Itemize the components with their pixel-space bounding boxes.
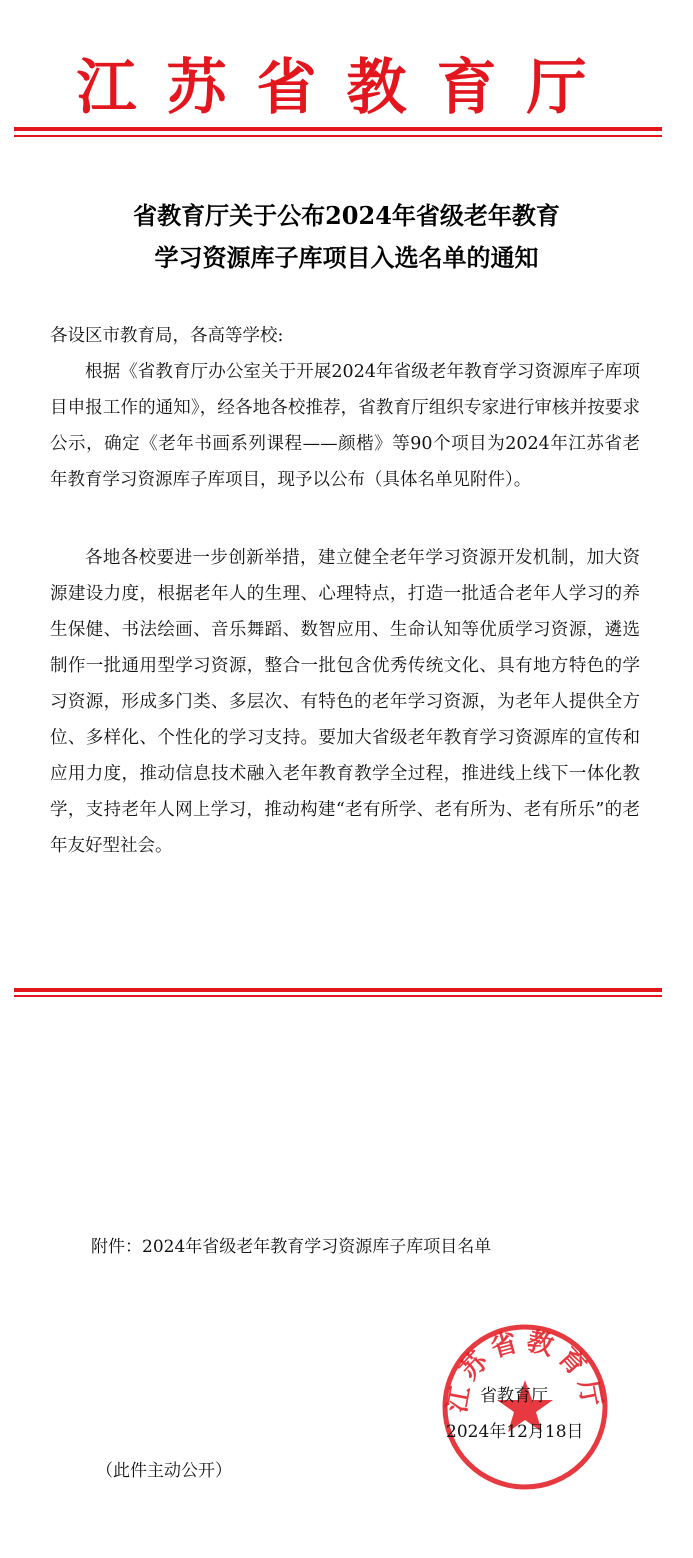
issue-date: 2024年12月18日: [446, 1422, 584, 1442]
disclosure-note: （此件主动公开）: [96, 1461, 232, 1481]
footer-rule-thick: [14, 988, 662, 992]
footer-rule-thin: [14, 995, 662, 997]
document-title-line2: 学习资源库子库项目入选名单的通知: [154, 243, 539, 272]
header-rule-thin: [14, 135, 662, 137]
body-paragraph-1: 根据《省教育厅办公室关于开展2024年省级老年教育学习资源库子库项目申报工作的通知》，经各地各校推荐，省教育厅组织专家进行审核并按要求公示，确定《老年书画系列课程——颜楷》等90个项目为2024年江苏省老年教育学习资源库子库项目，现予以公布（具体名单见附件）。: [50, 362, 640, 490]
header-org-name: 江苏省教育厅: [76, 53, 617, 123]
seal-text: 江苏省教育厅: [442, 1326, 608, 1415]
header-rule-thick: [14, 127, 662, 131]
attachment-line: 附件：2024年省级老年教育学习资源库子库项目名单: [91, 1237, 492, 1257]
document-title-line1: 省教育厅关于公布2024年省级老年教育: [133, 201, 560, 230]
body-paragraph-2: 各地各校要进一步创新举措，建立健全老年学习资源开发机制，加大资源建设力度，根据老年人的生理、心理特点，打造一批适合老年人学习的养生保健、书法绘画、音乐舞蹈、数智应用、生命认知等优质学习资源，遴选制作一批通用型学习资源，整合一批包含优秀传统文化、具有地方特色的学习资源，形成多门类、多层次、有特色的老年学习资源，为老年人提供全方位、多样化、个性化的学习支持。要加大省级老年教育学习资源库的宣传和应用力度，推动信息技术融入老年教育教学全过程，推进线上线下一体化教学，支持老年人网上学习，推动构建“老有所学、老有所为、老有所乐”的老年友好型社会。: [50, 548, 640, 856]
issuer-name: 省教育厅: [480, 1386, 548, 1406]
salutation: 各设区市教育局，各高等学校:: [50, 326, 284, 346]
